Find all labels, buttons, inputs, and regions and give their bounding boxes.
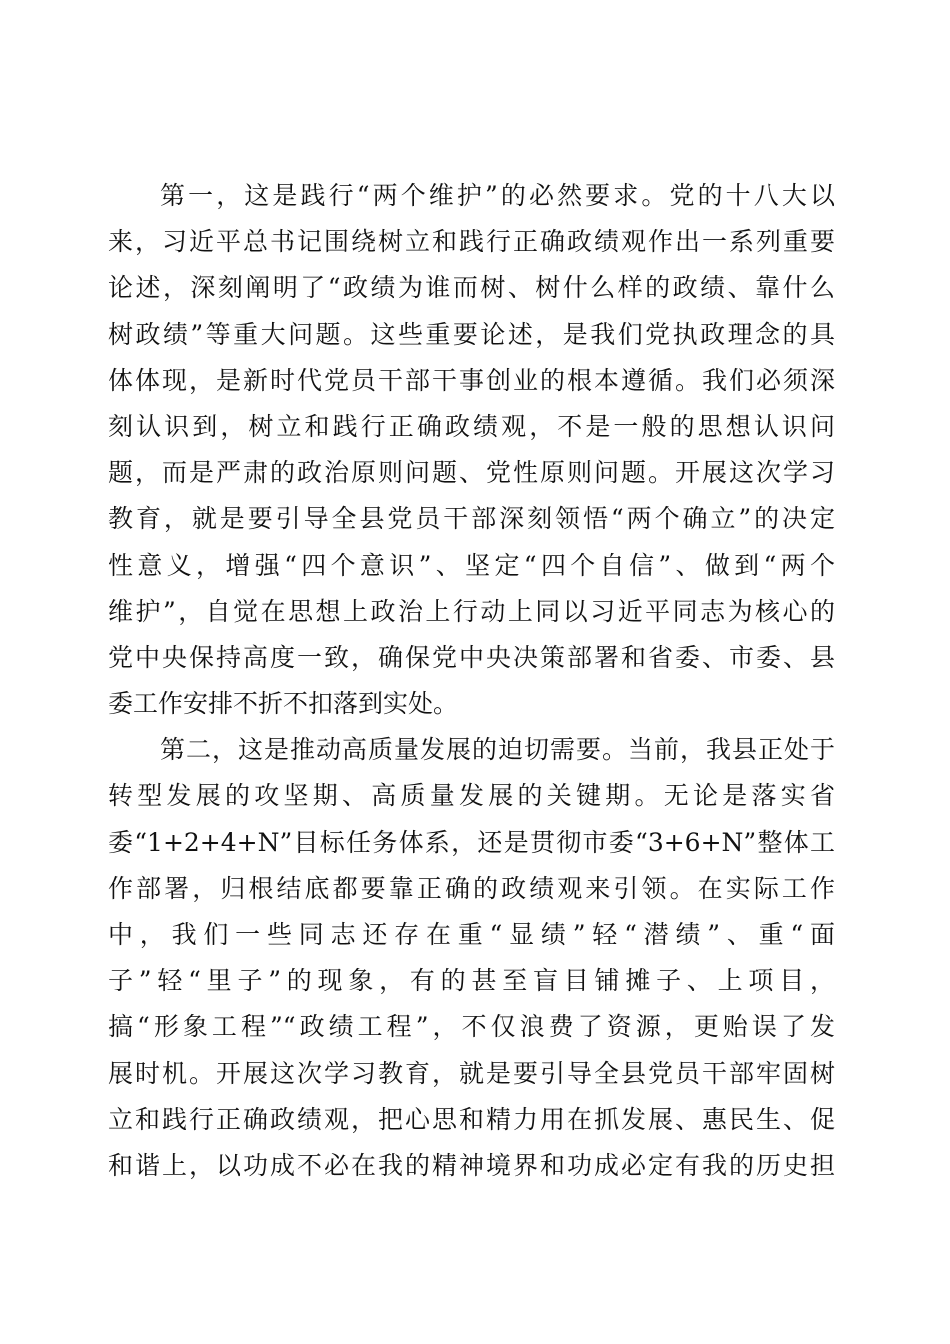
- paragraph-2-line-7: 搞“形象工程”“政绩工程”，不仅浪费了资源，更贻误了发: [108, 1012, 835, 1042]
- paragraph-2-line-10: 和谐上，以功成不必在我的精神境界和功成必定有我的历史担: [108, 1150, 835, 1180]
- paragraph-1-line-4: 树政绩”等重大问题。这些重要论述，是我们党执政理念的具: [108, 319, 835, 349]
- paragraph-1-line-7: 题，而是严肃的政治原则问题、党性原则问题。开展这次学习: [108, 458, 835, 488]
- paragraph-1-line-3: 论述，深刻阐明了“政绩为谁而树、树什么样的政绩、靠什么: [108, 273, 835, 303]
- paragraph-1-line-9: 性意义，增强“四个意识”、坚定“四个自信”、做到“两个: [108, 550, 835, 580]
- paragraph-1-line-2: 来，习近平总书记围绕树立和践行正确政绩观作出一系列重要: [108, 227, 835, 257]
- paragraph-1-line-12: 委工作安排不折不扣落到实处。: [108, 689, 459, 719]
- paragraph-2-line-5: 中，我们一些同志还存在重“显绩”轻“潜绩”、重“面: [108, 920, 835, 949]
- paragraph-2-line-2: 转型发展的攻坚期、高质量发展的关键期。无论是落实省: [108, 781, 835, 811]
- paragraph-2-line-9: 立和践行正确政绩观，把心思和精力用在抓发展、惠民生、促: [108, 1104, 835, 1134]
- paragraph-2-line-3: 委“1+2+4+N”目标任务体系，还是贯彻市委“3+6+N”整体工: [108, 827, 835, 857]
- paragraph-2-line-1: 第二，这是推动高质量发展的迫切需要。当前，我县正处于: [160, 735, 835, 765]
- document-body: [108, 173, 835, 1189]
- paragraph-1-line-5: 体体现，是新时代党员干部干事创业的根本遵循。我们必须深: [108, 365, 835, 395]
- paragraph-2-line-8: 展时机。开展这次学习教育，就是要引导全县党员干部牢固树: [108, 1058, 835, 1088]
- paragraph-1-line-1: 第一，这是践行“两个维护”的必然要求。党的十八大以: [160, 181, 835, 210]
- paragraph-2-line-4: 作部署，归根结底都要靠正确的政绩观来引领。在实际工作: [108, 873, 835, 903]
- paragraph-1-line-10: 维护”，自觉在思想上政治上行动上同以习近平同志为核心的: [108, 596, 835, 626]
- paragraph-1-line-6: 刻认识到，树立和践行正确政绩观，不是一般的思想认识问: [108, 411, 835, 441]
- paragraph-1-line-11: 党中央保持高度一致，确保党中央决策部署和省委、市委、县: [108, 642, 835, 672]
- paragraph-1-line-8: 教育，就是要引导全县党员干部深刻领悟“两个确立”的决定: [108, 504, 835, 534]
- paragraph-2-line-6: 子”轻“里子”的现象，有的甚至盲目铺摊子、上项目，: [108, 966, 835, 996]
